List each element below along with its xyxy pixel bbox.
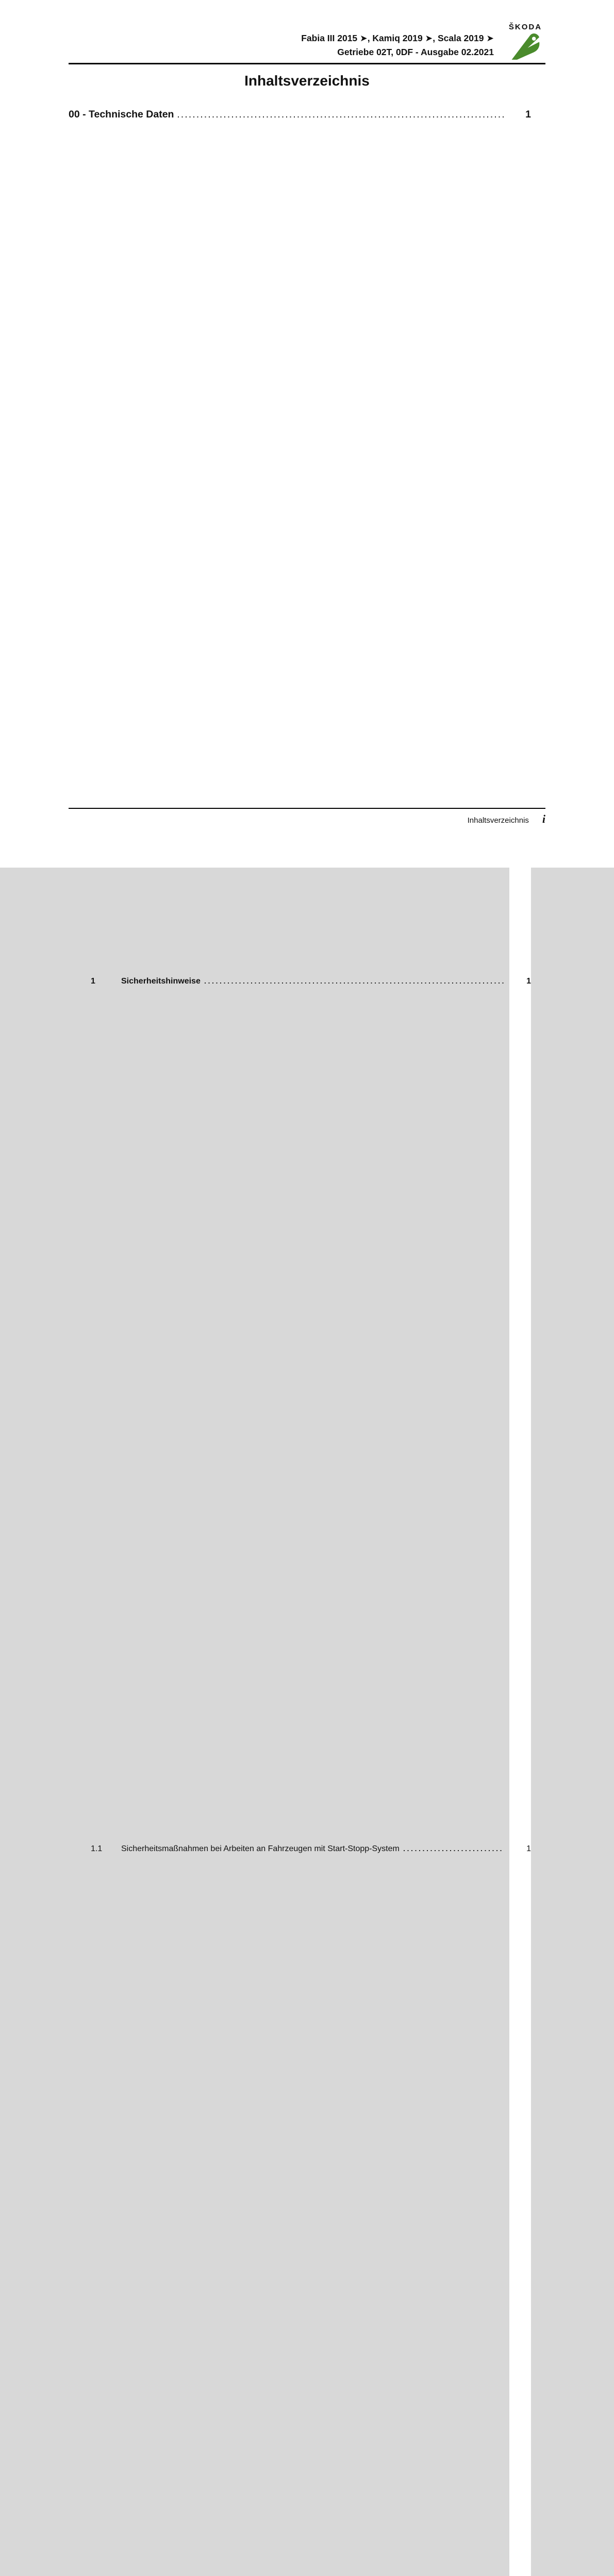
toc-entry-number: 1 (91, 977, 95, 986)
page-header (69, 23, 545, 64)
toc-chapter-page: 1 (509, 108, 531, 975)
toc-entry-page: 1 (509, 1843, 531, 2576)
dot-leader (404, 1850, 504, 1851)
footer-page-number: i (542, 812, 545, 825)
page-footer (69, 808, 545, 826)
header-edition-line: Getriebe 02T, 0DF - Ausgabe 02.2021 (337, 47, 494, 57)
dot-leader (205, 982, 504, 984)
toc-entry-label: Sicherheitsmaßnahmen bei Arbeiten an Fahrzeugen mit Start-Stopp-System (121, 1844, 400, 1853)
skoda-logo (505, 23, 545, 60)
skoda-logo-wordmark: ŠKODA (508, 23, 542, 31)
toc-entry-label: Sicherheitshinweise (121, 977, 201, 986)
toc-list (69, 108, 545, 2576)
toc-entry-number: 1.1 (91, 1844, 103, 1853)
toc-chapter-label: 00 - Technische Daten (69, 109, 174, 120)
page-title: Inhaltsverzeichnis (244, 73, 370, 89)
toc-entry-page: 1 (509, 975, 531, 1843)
toc-chapter-row (69, 108, 545, 975)
header-text (301, 31, 494, 60)
header-model-line: Fabia III 2015 ➤, Kamiq 2019 ➤, Scala 2019 ➤ (301, 33, 494, 43)
dot-leader (178, 116, 504, 117)
skoda-winged-arrow-icon (510, 32, 540, 60)
footer-section-label: Inhaltsverzeichnis (467, 816, 529, 825)
toc-entry-row (69, 1843, 545, 2576)
toc-entry-row (69, 975, 545, 1843)
